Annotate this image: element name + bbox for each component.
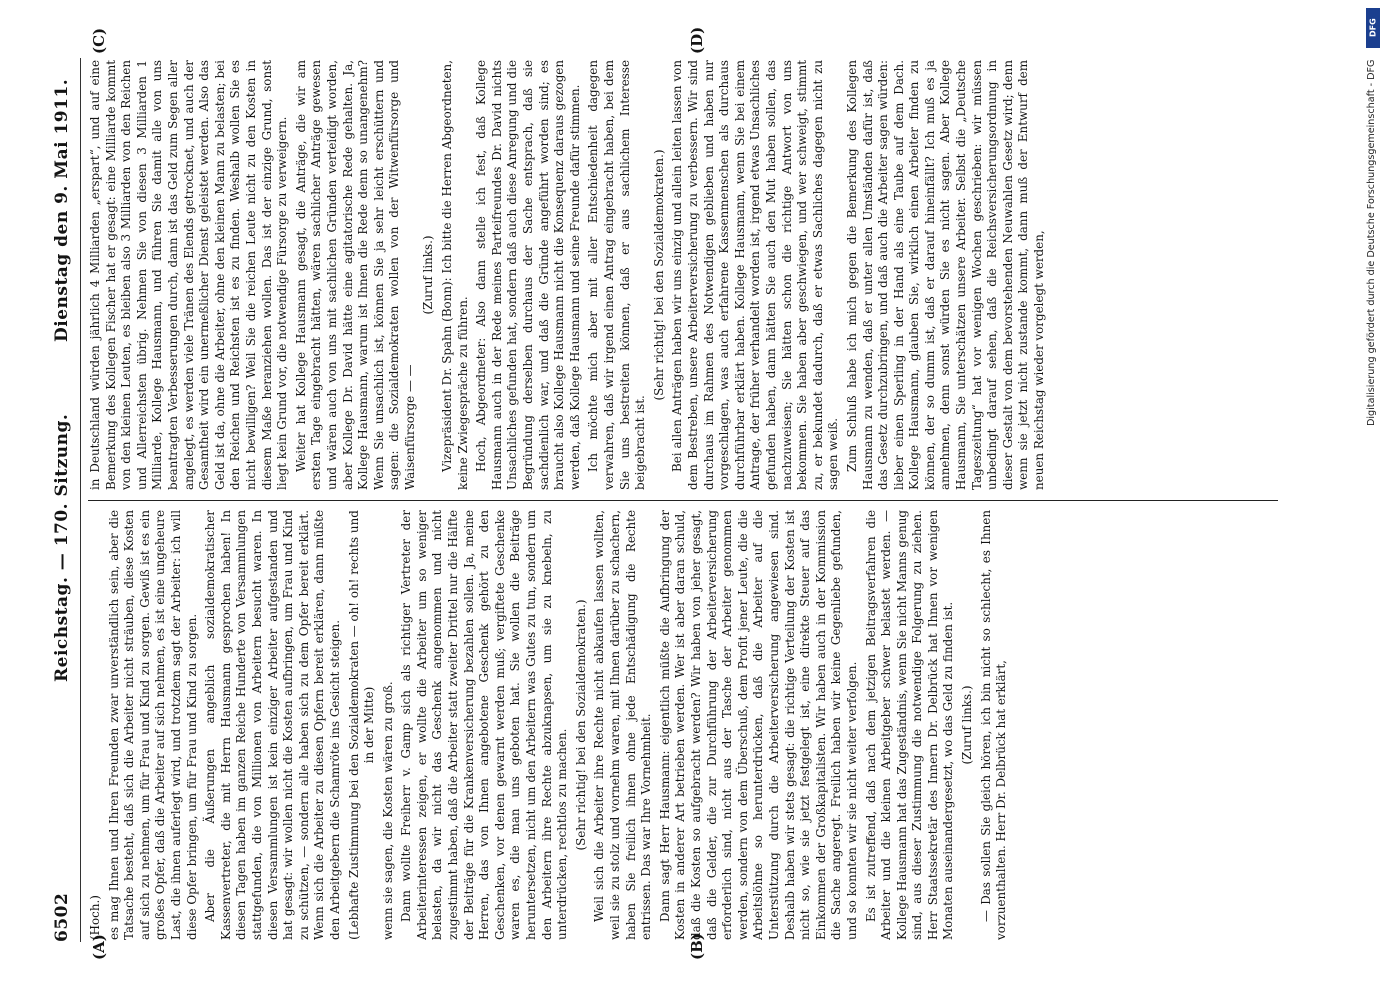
text-column-right [88, 60, 1318, 490]
paragraph: wenn sie sagen, die Kosten wären zu groß. [380, 681, 395, 940]
margin-marker-a: (A) [90, 934, 108, 960]
page-number: 6502 [52, 892, 72, 942]
interjection: (Sehr richtig! bei den Sozialdemokraten.) [573, 599, 588, 851]
interjection: (Sehr richtig! bei den Sozialdemokraten.) [651, 149, 666, 401]
paragraph: in Deutschland würden jährlich 4 Milliarden „erspart“, und auf eine Bemerkung des Kollegen Fischer hat er gesagt: eine Milliarde kommt von den kleinen Leuten, es bleiben also 3 Milliarden von den Reichen und Allerreichsten übrig. Nehmen Sie von diesen 3 Milliarden 1 Milliarde, Kollege Hausmann, und führen Sie damit alle von uns beantragten Verbesserungen durch, dann ist das Geld zum Segen aller angelegt, es werden viele Tränen des Elends getrocknet, und auch der Gesamtheit wird ein unermeßlicher Dienst geleistet werden. Also das Geld ist da, ohne die Arbeiter, ohne den kleinen Mann zu belasten; bei den Reichen und Reichsten ist es zu finden. Weshalb wollen Sie es nicht bewilligen? Weil Sie die reichen Leute nicht zu den Kosten in diesem Maße heranziehen wollen. Das ist der einzige Grund, sonst liegt kein Grund vor, die notwendige Fürsorge zu verweigern. [88, 60, 290, 490]
paragraph: Aber die Äußerungen angeblich sozialdemokratischer Kassenvertreter, die mit Herrn Hausmann gesprochen haben! In diesen Tagen haben im ganzen Reiche Hunderte von Versammlungen stattgefunden, die von Millionen von Arbeitern besucht waren. In diesen Versammlungen ist kein einziger Arbeiter aufgestanden und hat gesagt: wir wollen nicht die Kosten aufbringen, um Frau und Kind zu schützen, — sondern alle haben sich zu dem Opfer bereit erklärt. Wenn sich die Arbeiter zu diesen Opfern bereit erklären, dann müßte den Arbeitgebern die Schamröte ins Gesicht steigen. [203, 510, 342, 940]
margin-marker-b: (B) [688, 933, 706, 960]
dfg-logo: DFG [1366, 8, 1380, 48]
paragraph: Bei allen Anträgen haben wir uns einzig und allein leiten lassen von dem Bestreben, unsere Arbeiterversicherung zu verbessern. Wir sind durchaus im Rahmen des Notwendigen geblieben und haben nur vorgeschlagen, was auch erfahrene Kassenmenschen als durchaus durchführbar erklärt haben. Kollege Hausmann, wenn Sie bei einem Antrage, der früher verhandelt worden ist, irgend etwas Unsachliches gefunden haben, dann hätten Sie auch den Mut haben sollen, das nachzuweisen; Sie hätten schon die richtige Antwort von uns bekommen. Sie haben aber geschwiegen, und wer schweigt, stimmt zu, er bekundet dadurch, daß er etwas Sachliches dagegen nicht zu sagen weiß. [670, 60, 841, 490]
digitization-credit: Digitalisierung gefördert durch die Deutsche Forschungsgemeinschaft - DFG [1366, 60, 1377, 427]
paragraph: — Das sollen Sie gleich hören, ich bin nicht so schlecht, es Ihnen vorzuenthalten. Herr Dr. Delbrück hat erklärt, [978, 510, 1009, 940]
paragraph: es mag Ihnen und Ihren Freunden zwar unverständlich sein, aber die Tatsache besteht, daß sich die Arbeiter nicht sträuben, diese Kosten auf sich zu nehmen, um für Frau und Kind zu sorgen. Gewiß ist es ein großes Opfer, daß die Arbeiter auf sich nehmen, es ist eine ungeheure Last, die ihnen auferlegt wird, und trotzdem sagt der Arbeiter: ich will diese Opfer bringen, um für Frau und Kind zu sorgen. [106, 510, 199, 940]
interjection: (Zuruf links.) [960, 685, 975, 765]
header-rule [80, 58, 81, 942]
paragraph: (Hoch.) [88, 895, 102, 940]
rotated-page [40, 26, 1340, 960]
interjection: (Lebhafte Zustimmung bei den Sozialdemokraten — oh! oh! rechts und in der Mitte) [346, 510, 377, 940]
paragraph: Zum Schluß habe ich mich gegen die Bemerkung des Kollegen Hausmann zu wenden, daß er unter allen Umständen dafür ist, daß das Gesetz durchzubringen, und daß auch die Arbeiter sagen würden: lieber einen Sperling in der Hand als eine Taube auf dem Dach. Kollege Hausmann, glauben Sie, wirklich einen Arbeiter finden zu können, der so dumm ist, daß er darauf hineinfällt? Ich muß es ja annehmen, denn sonst würden Sie es nicht sagen. Aber Kollege Hausmann, Sie unterschätzen unsere Arbeiter. Selbst die „Deutsche Tageszeitung“ hat vor wenigen Wochen geschrieben: wir müssen unbedingt darauf sehen, daß die Reichsversicherungsordnung in dieser Gestalt von dem bevorstehenden Neuwahlen Gesetz wird; denn wenn sie jetzt nicht zustande kommt, dann muß der Entwurf dem neuen Reichstag wieder vorgelegt werden, [844, 60, 1047, 490]
paragraph: Vizepräsident Dr. Spahn (Bonn): Ich bitte die Herren Abgeordneten, keine Zwiegespräche zu führen. [440, 60, 470, 490]
text-column-left [88, 510, 1318, 940]
paragraph: Dann wollte Freiherr v. Gamp sich als richtiger Vertreter der Arbeiterinteressen zeigen, er wollte die Arbeiter um so weniger belasten, da wir nicht das Geschenk angenommen und nicht zugestimmt haben, daß die Arbeiter statt zweiter Drittel nur die Hälfte der Beiträge für die Krankenversicherung bezahlen sollen. Ja, meine Herren, das von Ihnen angebotene Geschenk gehört zu den Geschenken, vor denen gewarnt werden muß; vergiftete Geschenke waren es, die man uns geboten hat. Sie wollen die Beiträge heruntersetzen, nicht um den Arbeitern was Gutes zu tun, sondern um den Arbeitern ihre Rechte abzuknapsen, um sie zu knebeln, zu unterdrücken, rechtlos zu machen. [399, 510, 570, 940]
paragraph: Ich möchte mich aber mit aller Entschiedenheit dagegen verwahren, daß wir irgend einen Antrag eingebracht haben, bei dem Sie uns bestreiten können, daß er aus sachlichem Interesse beigebracht ist. [586, 60, 648, 490]
paragraph: Dann sagt Herr Hausmann: eigentlich müßte die Aufbringung der Kosten in anderer Art betrieben werden. Wer ist aber daran schuld, daß die Kosten so aufgebracht werden? Wir haben von jeher gesagt, daß die Gelder, die zur Durchführung der Arbeiterversicherung erforderlich sind, nicht aus der Tasche der Arbeiter genommen werden, sondern von dem Überschuß, dem Profit jener Leute, die die Arbeitslöhne so herunterdrücken, daß die Arbeiter auf die Unterstützung durch die Arbeiterversicherung angewiesen sind. Deshalb haben wir stets gesagt: die richtige Verteilung der Kosten ist nicht so, wie sie jetzt festgelegt ist, eine direkte Steuer auf das Einkommen der Großkapitalisten. Wir haben auch in der Kommission die Sache angeregt. Freilich haben wir keine Gegenliebe gefunden, und so konnten wir sie nicht weiter verfolgen. [657, 510, 859, 940]
paragraph: Weil sich die Arbeiter ihre Rechte nicht abkaufen lassen wollten, weil sie zu stolz und vornehm waren, mit Ihnen darüber zu schachern, haben Sie freilich ihnen ohne jede Entschädigung die Rechte entrissen. Das war Ihre Vornehmheit. [592, 510, 654, 940]
header-session-title: Reichstag. — 170. Sitzung. [52, 413, 72, 682]
header-date: Dienstag den 9. Mai 1911. [52, 78, 72, 342]
margin-marker-c: (C) [90, 27, 108, 54]
paragraph: Es ist zutreffend, daß nach dem jetzigen Beitragsverfahren die Arbeiter und die kleinen Arbeitgeber schwer belastet werden. — Kollege Hausmann hat das Zugeständnis, wenn Sie nicht Manns genug sind, aus dieser Zustimmung die notwendige Folgerung zu ziehen. Herr Staatssekretär des Innern Dr. Delbrück hat Ihnen vor wenigen Monaten auseinandergesetzt, wo das Geld zu finden ist. [863, 510, 956, 940]
column-divider [88, 500, 1278, 501]
page-header [48, 58, 82, 942]
margin-marker-d: (D) [688, 26, 706, 54]
paragraph: Weiter hat Kollege Hausmann gesagt, die Anträge, die wir am ersten Tage eingebracht hätten, wären sachlicher Anträge gewesen und wären auch von uns mit sachlichen Gründen verteidigt worden, aber Kollege Dr. David hätte eine agitatorische Rede gehalten. Ja, Kollege Hausmann, warum ist Ihnen die Rede denn so unangenehm? Wenn Sie unsachlich ist, können Sie ja sehr leicht erschüttern und sagen: die Sozialdemokraten wollen von der Witwenfürsorge und Waisenfürsorge — — [293, 60, 417, 490]
interjection: (Zuruf links.) [421, 235, 436, 315]
paragraph: Hoch, Abgeordneter: Also dann stelle ich fest, daß Kollege Hausmann auch in der Rede meines Parteifreundes Dr. David nichts Unsachliches gefunden hat, sondern daß auch diese Anregung und die Begründung derselben durchaus der Sache entsprach, daß sie sachdienlich war, und daß die Gründe angeführt worden sind; es braucht also Kollege Hausmann nicht die Konsequenz daraus gezogen werden, daß Kollege Hausmann und seine Freunde dafür stimmen. [474, 60, 582, 490]
